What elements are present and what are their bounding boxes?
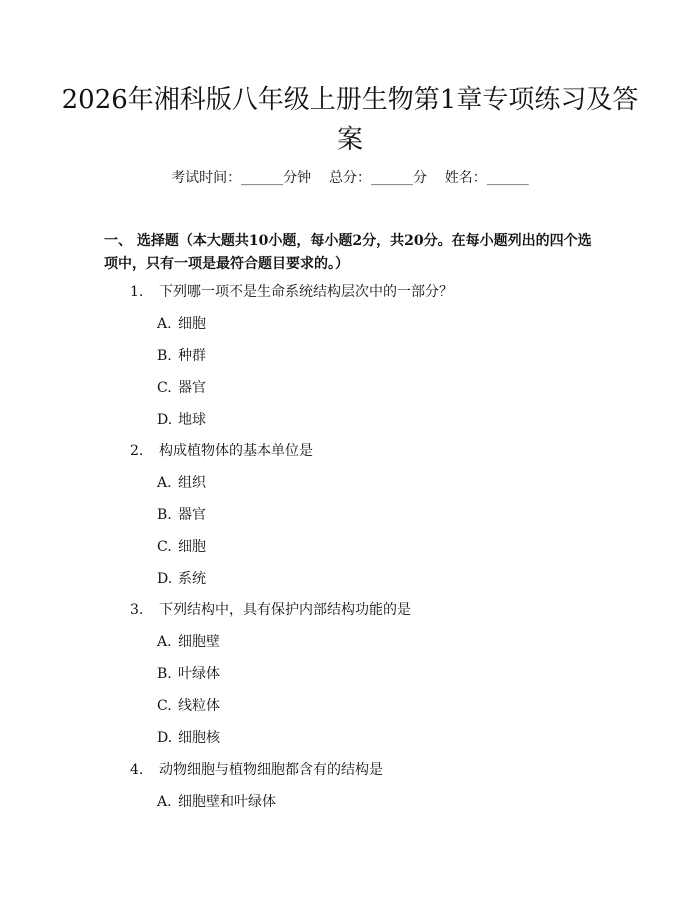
question-2 bbox=[130, 441, 313, 461]
option-letter: B. bbox=[157, 507, 172, 523]
question-2-option-c bbox=[157, 537, 206, 557]
option-letter: A. bbox=[157, 475, 172, 491]
document-title: 2026年湘科版八年级上册生物第1章专项练习及答案 bbox=[61, 85, 639, 155]
option-letter: B. bbox=[157, 348, 172, 364]
question-2-option-b bbox=[157, 505, 206, 525]
question-text: 构成植物体的基本单位是 bbox=[159, 443, 313, 459]
question-number: 1. bbox=[130, 284, 144, 300]
option-letter: C. bbox=[157, 380, 172, 396]
option-text: 地球 bbox=[178, 412, 206, 428]
option-text: 细胞 bbox=[178, 316, 206, 332]
option-letter: D. bbox=[157, 412, 173, 428]
question-3-option-d bbox=[157, 728, 220, 748]
question-1-option-d bbox=[157, 410, 206, 430]
question-1-option-a bbox=[157, 314, 206, 334]
option-letter: A. bbox=[157, 794, 172, 810]
question-1-option-b bbox=[157, 346, 206, 366]
section-heading: 一、 选择题（本大题共10小题，每小题2分，共20分。在每小题列出的四个选项中，只有一项是最符合题目要求的。） bbox=[104, 233, 592, 272]
option-letter: B. bbox=[157, 666, 172, 682]
question-1-option-c bbox=[157, 378, 206, 398]
question-3 bbox=[130, 600, 411, 620]
question-2-option-d bbox=[157, 569, 206, 589]
question-2-option-a bbox=[157, 473, 206, 493]
question-number: 4. bbox=[130, 762, 144, 778]
option-text: 细胞壁 bbox=[178, 634, 220, 650]
option-letter: A. bbox=[157, 316, 172, 332]
option-letter: A. bbox=[157, 634, 172, 650]
option-text: 组织 bbox=[178, 475, 206, 491]
question-4-option-a bbox=[157, 792, 276, 812]
option-letter: C. bbox=[157, 698, 172, 714]
question-text: 下列结构中，具有保护内部结构功能的是 bbox=[159, 602, 411, 618]
option-letter: D. bbox=[157, 730, 173, 746]
question-3-option-b bbox=[157, 664, 220, 684]
question-3-option-a bbox=[157, 632, 220, 652]
option-text: 器官 bbox=[178, 380, 206, 396]
option-letter: D. bbox=[157, 571, 173, 587]
option-text: 线粒体 bbox=[178, 698, 220, 714]
question-number: 3. bbox=[130, 602, 144, 618]
question-text: 动物细胞与植物细胞都含有的结构是 bbox=[159, 762, 383, 778]
option-text: 细胞壁和叶绿体 bbox=[178, 794, 276, 810]
option-letter: C. bbox=[157, 539, 172, 555]
option-text: 器官 bbox=[178, 507, 206, 523]
question-text: 下列哪一项不是生命系统结构层次中的一部分？ bbox=[159, 284, 453, 300]
option-text: 系统 bbox=[178, 571, 206, 587]
exam-info-line: 考试时间：______分钟 总分：______分 姓名：______ bbox=[171, 170, 529, 186]
question-1 bbox=[130, 282, 453, 302]
option-text: 细胞核 bbox=[178, 730, 220, 746]
option-text: 叶绿体 bbox=[178, 666, 220, 682]
option-text: 细胞 bbox=[178, 539, 206, 555]
question-4 bbox=[130, 760, 383, 780]
question-3-option-c bbox=[157, 696, 220, 716]
option-text: 种群 bbox=[178, 348, 206, 364]
question-number: 2. bbox=[130, 443, 144, 459]
